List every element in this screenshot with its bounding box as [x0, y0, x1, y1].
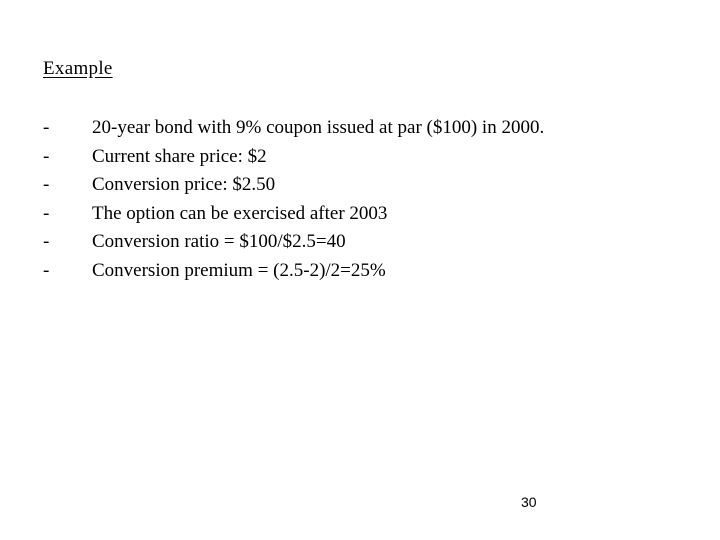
list-item-text: Current share price: $2 — [92, 145, 267, 167]
list-item-text: Conversion premium = (2.5-2)/2=25% — [92, 259, 386, 281]
bullet-dash: - — [43, 202, 50, 224]
list-item-text: 20-year bond with 9% coupon issued at par ($100) in 2000. — [92, 117, 545, 138]
page-number: 30 — [521, 494, 537, 510]
list-item-text: Conversion ratio = $100/$2.5=40 — [92, 231, 346, 253]
list-item-text: The option can be exercised after 2003 — [92, 202, 388, 224]
bullet-dash: - — [43, 231, 50, 253]
slide-heading: Example — [43, 58, 113, 79]
bullet-dash: - — [43, 259, 50, 281]
bullet-dash: - — [43, 117, 50, 138]
bullet-dash: - — [43, 145, 50, 167]
bullet-dash: - — [43, 174, 50, 196]
list-item-text: Conversion price: $2.50 — [92, 174, 276, 196]
